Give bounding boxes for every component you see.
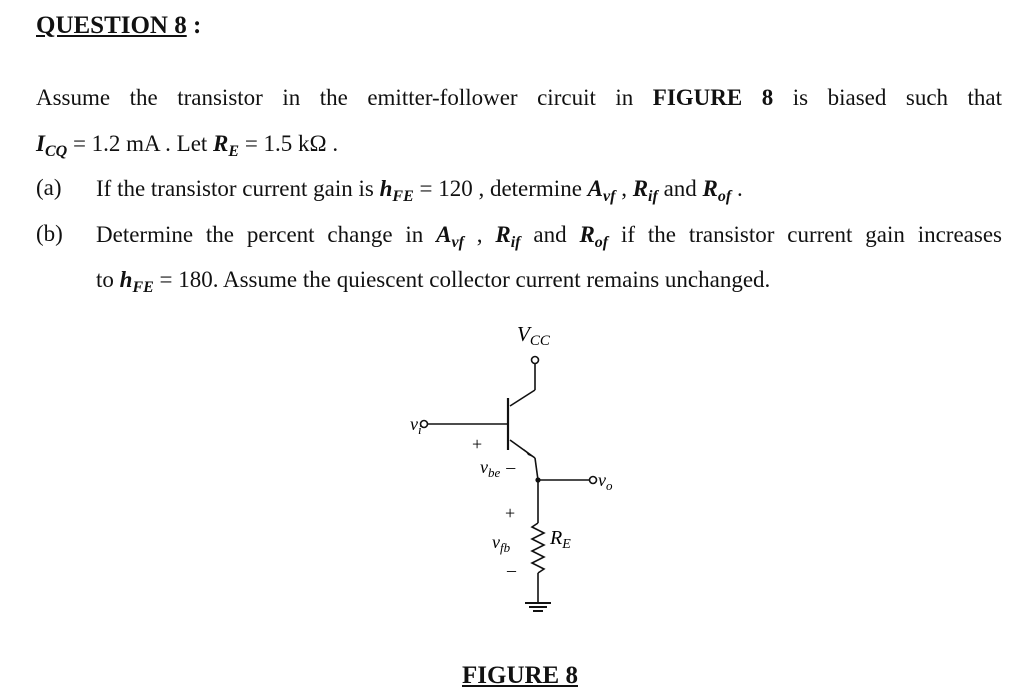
question-title: QUESTION 8 [36,12,187,39]
part-b-label: (b) [36,221,63,246]
vo-label [598,470,613,493]
vi-label [410,414,422,437]
hfe-subscript: FE [392,188,414,205]
vbe-subscript: be [488,465,501,480]
vi-subscript: i [418,422,422,437]
figure-reference: FIGURE 8 [652,85,774,110]
rif-symbol: R [632,176,649,201]
and-text: and [657,176,703,201]
vbe-minus-sign: – [506,457,516,477]
re-value: = 1.5 kΩ . [239,131,339,156]
question-colon: : [186,12,202,39]
separator: , [463,222,496,247]
vfb-symbol: v [492,532,500,552]
vcc-label [517,322,551,349]
part-b-text-4: = 180. Assume the quiescent collector current remains unchanged. [153,267,771,292]
icq-value: = 1.2 mA . Let [67,131,214,156]
part-a-text-2: = 120 , determine [413,176,588,201]
icq-subscript: CQ [44,143,68,160]
part-a-text [96,175,743,203]
intro-text-2: is biased such that [792,85,1003,110]
vcc-symbol: V [517,322,530,346]
avf-symbol: A [436,222,452,247]
vbe-symbol: v [480,457,488,477]
vfb-label [492,532,511,555]
part-a-text-1: If the transistor current gain is [96,176,380,201]
vfb-plus-sign: + [505,503,516,523]
part-b-text-line-1 [96,221,1002,249]
figure-caption: FIGURE 8 [462,662,578,689]
vbe-plus-sign: + [472,434,483,454]
re-symbol: R [213,131,229,156]
part-b-text-2: if the transistor current gain increases [608,222,1002,247]
part-b-text-3: to [96,267,120,292]
rof-symbol: R [579,222,595,247]
re-resistor [532,523,544,573]
question-heading [36,12,201,40]
vcc-terminal [532,357,539,364]
part-b-text-line-2 [96,266,770,294]
intro-text: Assume the transistor in the emitter-follower circuit in [36,85,634,110]
vo-subscript: o [606,478,613,493]
period: . [731,176,743,201]
vo-terminal [590,477,597,484]
re-label [549,527,571,552]
avf-subscript: vf [451,234,464,251]
vfb-minus-sign: – [507,560,516,580]
intro-line-2 [36,130,338,158]
vi-symbol: v [410,414,418,434]
re-label-subscript: E [562,537,571,552]
hfe-symbol: h [119,267,133,292]
avf-subscript: vf [603,188,616,205]
re-subscript: E [228,143,240,160]
rif-subscript: if [510,234,521,251]
and-text: and [520,222,580,247]
separator: , [615,176,633,201]
rof-subscript: of [594,234,609,251]
intro-line-1 [36,84,1002,112]
hfe-symbol: h [379,176,393,201]
part-b-text-1: Determine the percent change in [96,222,437,247]
rif-subscript: if [648,188,658,205]
rif-symbol: R [495,222,511,247]
icq-symbol: I [36,131,45,156]
vfb-subscript: fb [500,540,511,555]
part-a-label: (a) [36,175,62,200]
rof-subscript: of [717,188,732,205]
avf-symbol: A [587,176,604,201]
vcc-subscript: CC [529,333,550,349]
collector-lead [510,390,535,406]
vo-symbol: v [598,470,606,490]
hfe-subscript: FE [132,279,154,296]
re-label-symbol: R [550,527,563,549]
emitter-follower-circuit [380,318,640,618]
output-node [535,477,540,482]
emitter-wire [535,458,538,480]
rof-symbol: R [702,176,718,201]
vbe-label [480,457,516,480]
